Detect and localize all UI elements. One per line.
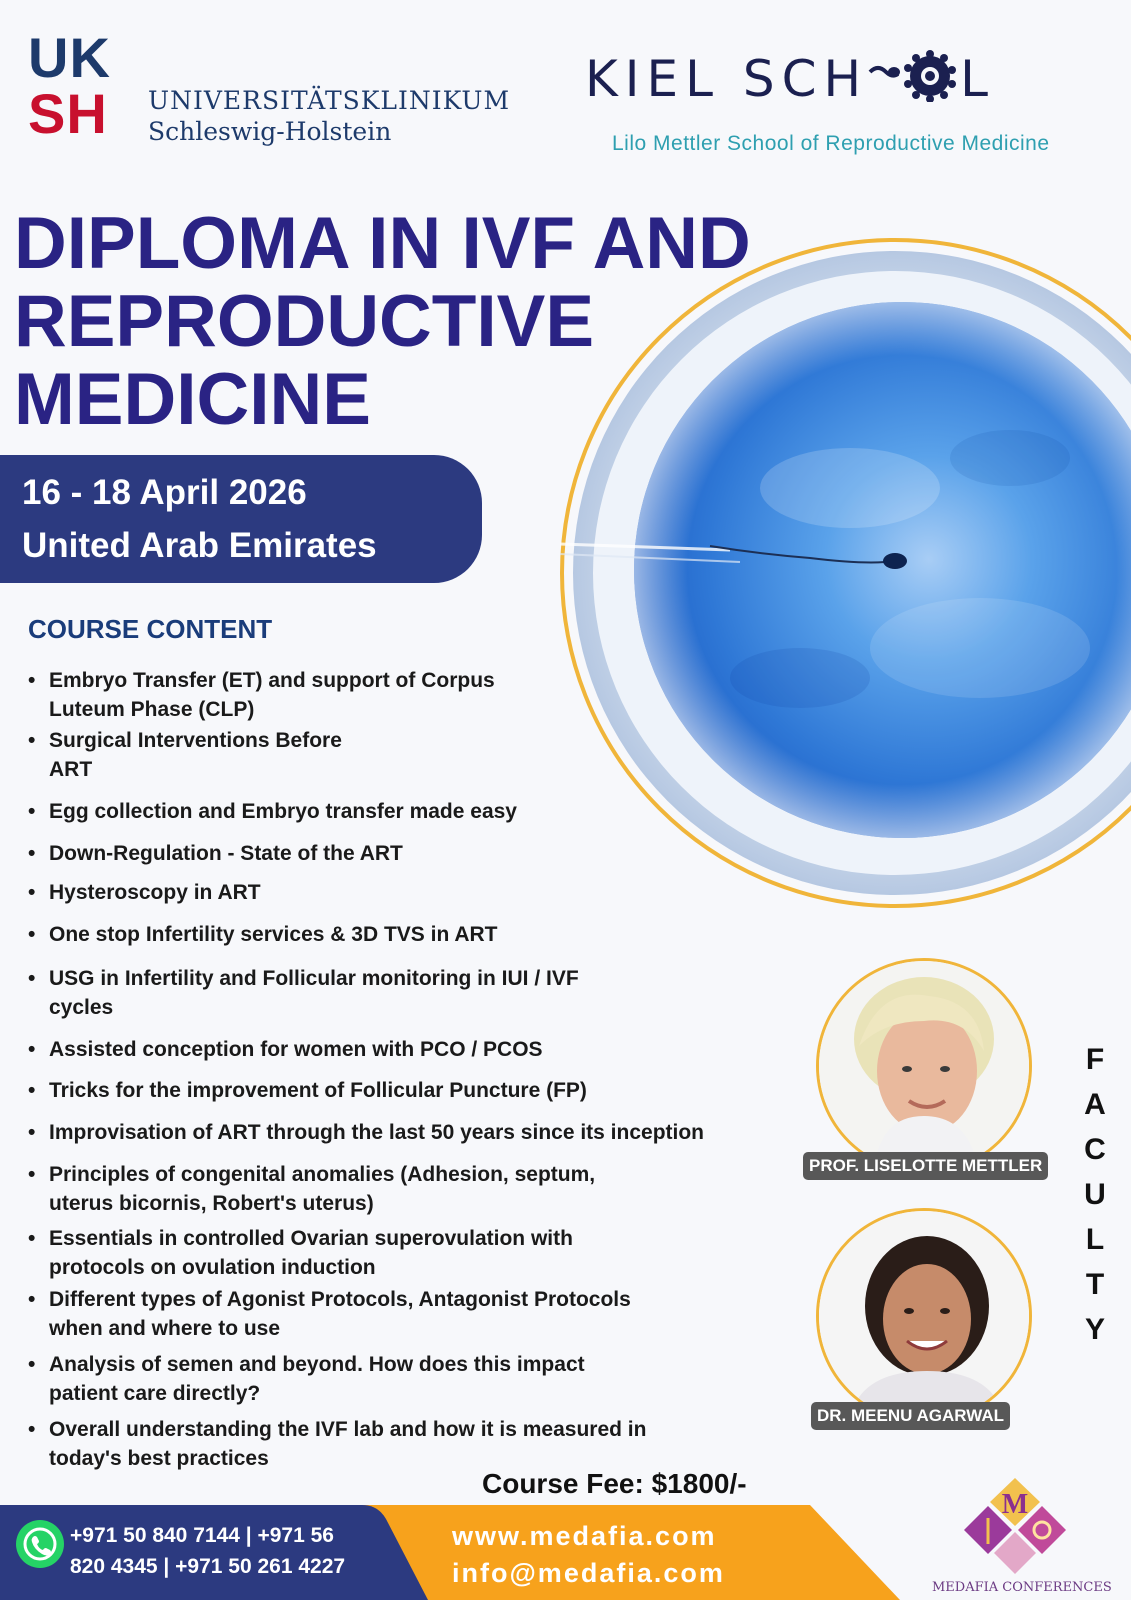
course-item: • One stop Infertility services & 3D TVS in ART xyxy=(28,920,498,949)
faculty-letter: Y xyxy=(1084,1313,1105,1346)
course-fee: Course Fee: $1800/- xyxy=(482,1468,747,1499)
faculty-letter: T xyxy=(1085,1268,1105,1301)
course-item: • Embryo Transfer (ET) and support of Corpus Luteum Phase (CLP) xyxy=(28,666,495,724)
bullet-icon: • xyxy=(28,1418,36,1441)
website-link[interactable]: www.medafia.com xyxy=(452,1521,717,1551)
event-dates: 16 - 18 April 2026 xyxy=(22,473,307,512)
uksh-logo-bottom: SH xyxy=(28,82,108,145)
faculty-name-agarwal: DR. MEENU AGARWAL xyxy=(811,1402,1010,1430)
bullet-icon: • xyxy=(28,800,36,823)
bullet-icon: • xyxy=(28,669,36,692)
title-line2: REPRODUCTIVE xyxy=(14,281,595,362)
event-location: United Arab Emirates xyxy=(22,526,377,565)
course-item: • USG in Infertility and Follicular monitoring in IUI / IVF cycles xyxy=(28,964,579,1022)
kiel-title-start: KIEL SCH xyxy=(585,50,869,108)
bullet-icon: • xyxy=(28,842,36,865)
bullet-icon: • xyxy=(28,729,36,752)
event-info-banner xyxy=(0,455,482,583)
contact-web xyxy=(452,1518,725,1592)
whatsapp-phone-icon xyxy=(16,1520,64,1568)
bullet-icon: • xyxy=(28,1038,36,1061)
course-item: • Down-Regulation - State of the ART xyxy=(28,839,403,868)
course-item: • Essentials in controlled Ovarian superovulation with protocols on ovulation induction xyxy=(28,1224,573,1282)
faculty-letter: F xyxy=(1085,1043,1105,1076)
faculty-photo-agarwal xyxy=(816,1208,1032,1424)
bullet-icon: • xyxy=(28,1353,36,1376)
svg-text:M: M xyxy=(1001,1489,1029,1520)
course-item: • Tricks for the improvement of Follicular Puncture (FP) xyxy=(28,1076,587,1105)
bullet-icon: • xyxy=(28,1163,36,1186)
bullet-icon: • xyxy=(28,923,36,946)
course-item: • Hysteroscopy in ART xyxy=(28,878,261,907)
faculty-letter: A xyxy=(1084,1088,1106,1121)
faculty-photo-mettler xyxy=(816,958,1032,1174)
kiel-title-end: L xyxy=(960,50,995,108)
contact-phones xyxy=(70,1520,345,1582)
course-item: • Different types of Agonist Protocols, Antagonist Protocols when and where to use xyxy=(28,1285,631,1343)
faculty-letter: C xyxy=(1084,1133,1106,1166)
phones-line1: +971 50 840 7144 | +971 56 xyxy=(70,1524,334,1547)
course-item: • Egg collection and Embryo transfer made easy xyxy=(28,797,517,826)
bullet-icon: • xyxy=(28,1288,36,1311)
title-line1: DIPLOMA IN IVF AND xyxy=(14,203,751,284)
course-item: • Surgical Interventions Before ART xyxy=(28,726,342,784)
course-item: • Overall understanding the IVF lab and how it is measured in today's best practices xyxy=(28,1415,646,1473)
title-line3: MEDICINE xyxy=(14,359,371,440)
kiel-subtitle: Lilo Mettler School of Reproductive Medicine xyxy=(612,132,1050,155)
course-content-heading: COURSE CONTENT xyxy=(28,614,273,644)
phones-line2: 820 4345 | +971 50 261 4227 xyxy=(70,1555,346,1578)
uksh-name-line2: Schleswig-Holstein xyxy=(148,117,392,146)
uksh-logo-name xyxy=(148,86,510,146)
uksh-name-line1: UNIVERSITÄTSKLINIKUM xyxy=(148,86,511,115)
medafia-logo-icon xyxy=(950,1476,1080,1580)
faculty-name-mettler: PROF. LISELOTTE METTLER xyxy=(803,1152,1048,1180)
course-item: • Assisted conception for women with PCO / PCOS xyxy=(28,1035,543,1064)
faculty-letter: L xyxy=(1085,1223,1105,1256)
course-item: • Analysis of semen and beyond. How does this impact patient care directly? xyxy=(28,1350,585,1408)
uksh-logo-mark xyxy=(28,26,123,145)
bullet-icon: • xyxy=(28,881,36,904)
email-link[interactable]: info@medafia.com xyxy=(452,1558,725,1588)
uksh-logo-top: UK xyxy=(28,26,111,89)
kiel-school-logo xyxy=(585,50,995,108)
bullet-icon: • xyxy=(28,1079,36,1102)
bullet-icon: • xyxy=(28,967,36,990)
faculty-vertical-label xyxy=(1080,1037,1110,1352)
page-title xyxy=(14,205,751,439)
medafia-brand: MEDAFIA CONFERENCES xyxy=(932,1580,1112,1595)
bullet-icon: • xyxy=(28,1227,36,1250)
course-item: • Improvisation of ART through the last 50 years since its inception xyxy=(28,1118,704,1147)
course-item: • Principles of congenital anomalies (Adhesion, septum, uterus bicornis, Robert's uterus) xyxy=(28,1160,595,1218)
bullet-icon: • xyxy=(28,1121,36,1144)
egg-cell-icon xyxy=(868,50,960,102)
faculty-letter: U xyxy=(1084,1178,1106,1211)
